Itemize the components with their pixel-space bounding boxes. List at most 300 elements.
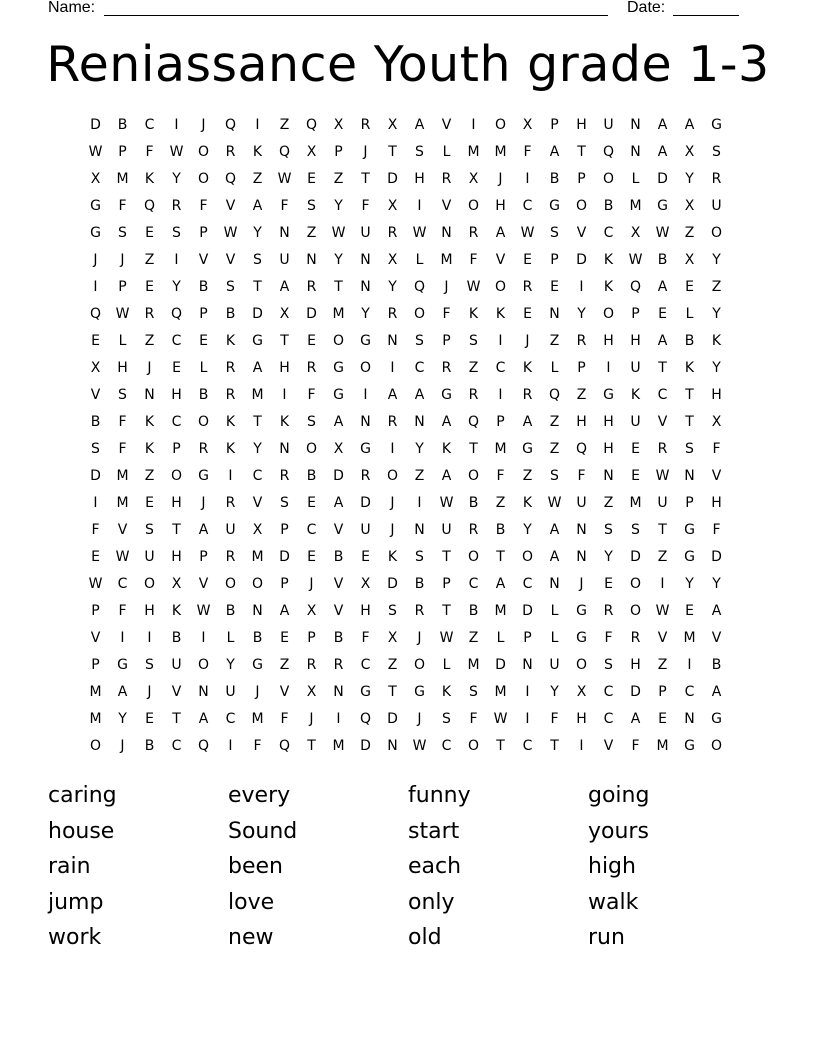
grid-letter: W [520,225,535,241]
grid-letter: A [657,279,668,295]
grid-letter: V [171,684,182,700]
grid-row [82,517,730,544]
grid-letter: T [550,738,559,754]
grid-letter: Y [604,549,613,565]
grid-letter: G [360,441,371,457]
grid-letter: C [603,711,614,727]
grid-letter: Y [253,225,262,241]
grid-letter: R [387,306,398,322]
grid-letter: J [525,333,530,349]
word-item: work [48,925,102,950]
word-row [48,816,768,852]
grid-letter: J [255,684,260,700]
grid-letter: K [522,495,533,511]
grid-letter: T [496,738,505,754]
grid-letter: D [387,711,398,727]
grid-letter: Q [413,279,426,295]
grid-letter: E [685,279,694,295]
grid-letter: I [579,738,584,754]
grid-letter: Z [576,387,587,403]
grid-letter: S [307,198,316,214]
grid-letter: J [417,630,422,646]
grid-letter: T [469,441,478,457]
grid-letter: C [414,360,425,376]
grid-letter: F [442,306,451,322]
grid-letter: E [658,306,667,322]
word-item: been [228,854,283,879]
grid-letter: A [549,549,560,565]
grid-letter: M [332,738,345,754]
grid-letter: Q [278,144,291,160]
grid-letter: O [332,333,345,349]
grid-letter: M [116,468,129,484]
grid-letter: Y [712,306,721,322]
grid-letter: T [442,603,451,619]
grid-letter: N [306,252,317,268]
grid-letter: X [333,441,344,457]
grid-letter: W [439,630,454,646]
grid-letter: H [279,360,290,376]
grid-letter: R [225,360,236,376]
date-line[interactable] [673,15,739,16]
grid-letter: F [253,738,262,754]
grid-letter: N [441,225,452,241]
grid-letter: O [251,576,264,592]
grid-letter: T [253,414,262,430]
grid-letter: I [660,576,665,592]
grid-letter: K [468,306,479,322]
date-label: Date: [627,0,666,16]
grid-letter: N [684,711,695,727]
grid-letter: J [390,495,395,511]
grid-letter: D [522,603,533,619]
grid-row [82,301,730,328]
grid-letter: G [576,630,587,646]
grid-letter: F [199,198,208,214]
grid-letter: N [630,144,641,160]
grid-letter: C [171,414,182,430]
grid-letter: I [390,441,395,457]
grid-letter: J [579,576,584,592]
grid-letter: B [657,252,668,268]
grid-letter: P [577,360,586,376]
grid-letter: W [331,225,346,241]
grid-letter: E [307,549,316,565]
grid-letter: E [91,549,100,565]
grid-letter: H [171,549,182,565]
grid-letter: M [494,684,507,700]
grid-letter: W [277,171,292,187]
grid-letter: X [387,630,398,646]
grid-letter: O [224,576,237,592]
grid-letter: I [174,117,179,133]
grid-letter: X [468,171,479,187]
grid-letter: E [172,360,181,376]
grid-letter: H [603,414,614,430]
grid-letter: Y [685,171,694,187]
grid-letter: Y [685,576,694,592]
grid-letter: A [630,711,641,727]
grid-row [82,274,730,301]
grid-letter: X [306,603,317,619]
grid-letter: A [387,387,398,403]
grid-letter: B [495,522,506,538]
grid-letter: H [711,495,722,511]
grid-letter: Q [143,198,156,214]
grid-letter: I [579,279,584,295]
grid-letter: X [576,684,587,700]
grid-letter: G [117,657,128,673]
grid-letter: D [306,306,317,322]
grid-letter: Y [577,306,586,322]
grid-letter: Z [684,225,695,241]
grid-letter: I [228,738,233,754]
grid-row [82,247,730,274]
grid-letter: A [441,468,452,484]
grid-letter: Y [334,252,343,268]
grid-letter: F [496,468,505,484]
grid-letter: R [711,171,722,187]
grid-letter: T [253,279,262,295]
grid-letter: A [657,333,668,349]
grid-letter: N [252,603,263,619]
grid-letter: I [390,360,395,376]
word-item: each [408,854,462,879]
grid-letter: U [360,522,371,538]
grid-letter: H [144,603,155,619]
grid-letter: V [225,252,236,268]
grid-letter: E [145,279,154,295]
grid-letter: V [279,684,290,700]
grid-letter: T [172,522,181,538]
grid-letter: Z [252,171,263,187]
grid-letter: O [143,576,156,592]
grid-letter: S [118,387,127,403]
grid-letter: P [118,144,127,160]
grid-letter: Y [334,198,343,214]
grid-letter: S [172,225,181,241]
grid-letter: C [603,684,614,700]
grid-letter: O [413,657,426,673]
grid-letter: Z [657,549,668,565]
grid-letter: E [145,495,154,511]
grid-letter: A [333,414,344,430]
grid-letter: B [171,630,182,646]
grid-letter: D [279,549,290,565]
grid-letter: O [386,468,399,484]
grid-letter: D [657,171,668,187]
grid-letter: X [90,360,101,376]
grid-row [82,112,730,139]
grid-letter: C [522,576,533,592]
grid-letter: Z [549,333,560,349]
grid-letter: H [414,171,425,187]
grid-letter: R [576,333,587,349]
grid-letter: N [414,522,425,538]
grid-letter: I [525,171,530,187]
grid-letter: R [603,603,614,619]
grid-letter: P [658,684,667,700]
grid-letter: Z [711,279,722,295]
grid-letter: B [711,657,722,673]
grid-letter: O [629,576,642,592]
grid-letter: C [522,738,533,754]
grid-letter: O [602,171,615,187]
grid-letter: G [522,441,533,457]
grid-letter: S [712,144,721,160]
grid-letter: D [495,657,506,673]
grid-letter: D [576,252,587,268]
grid-letter: V [117,522,128,538]
grid-letter: B [549,171,560,187]
grid-letter: Y [550,684,559,700]
grid-letter: S [253,252,262,268]
grid-letter: N [549,576,560,592]
grid-letter: T [577,144,586,160]
grid-letter: Z [414,468,425,484]
grid-letter: V [441,117,452,133]
grid-letter: R [657,441,668,457]
grid-letter: A [252,360,263,376]
grid-letter: O [197,171,210,187]
grid-row [82,328,730,355]
grid-letter: B [90,414,101,430]
word-item: jump [48,889,104,915]
grid-letter: M [116,495,129,511]
grid-letter: Z [603,495,614,511]
grid-letter: A [117,684,128,700]
grid-letter: D [630,549,641,565]
grid-letter: H [576,414,587,430]
grid-letter: V [333,522,344,538]
grid-letter: Y [712,252,721,268]
grid-letter: J [309,576,314,592]
grid-letter: W [655,603,670,619]
grid-letter: W [466,279,481,295]
grid-letter: L [496,630,505,646]
grid-letter: H [630,657,641,673]
grid-letter: W [439,495,454,511]
grid-letter: H [603,441,614,457]
grid-letter: U [657,495,668,511]
word-row [48,851,768,887]
grid-letter: S [550,225,559,241]
grid-letter: J [93,252,98,268]
grid-letter: Z [144,333,155,349]
grid-letter: D [360,495,371,511]
grid-letter: V [603,738,614,754]
grid-letter: O [467,549,480,565]
grid-letter: G [333,360,344,376]
grid-letter: R [171,198,182,214]
grid-letter: G [441,387,452,403]
grid-letter: N [414,414,425,430]
grid-letter: G [684,549,695,565]
grid-letter: B [198,387,209,403]
grid-letter: A [252,198,263,214]
grid-letter: Q [197,738,210,754]
grid-letter: B [603,198,614,214]
grid-letter: W [88,144,103,160]
grid-letter: A [549,522,560,538]
grid-letter: I [282,387,287,403]
grid-letter: E [307,333,316,349]
grid-letter: I [147,630,152,646]
grid-letter: T [442,549,451,565]
grid-letter: I [93,279,98,295]
grid-letter: Z [279,117,290,133]
grid-letter: X [387,198,398,214]
grid-letter: A [279,279,290,295]
grid-letter: N [360,414,371,430]
grid-row [82,706,730,733]
grid-letter: O [305,441,318,457]
grid-letter: Q [629,279,642,295]
grid-letter: G [657,198,668,214]
grid-letter: P [577,171,586,187]
grid-letter: V [657,414,668,430]
grid-letter: B [684,333,695,349]
grid-letter: X [306,144,317,160]
grid-letter: E [604,576,613,592]
grid-letter: Y [118,711,127,727]
grid-letter: S [604,522,613,538]
grid-letter: F [712,441,721,457]
grid-letter: A [279,603,290,619]
grid-letter: E [145,225,154,241]
word-item: love [228,889,275,915]
grid-letter: M [656,738,669,754]
grid-letter: C [495,360,506,376]
grid-letter: O [170,468,183,484]
grid-letter: G [684,738,695,754]
grid-letter: J [417,711,422,727]
grid-letter: S [118,225,127,241]
grid-letter: K [144,171,155,187]
grid-letter: P [631,306,640,322]
grid-letter: T [334,279,343,295]
grid-letter: X [387,117,398,133]
grid-letter: Z [495,495,506,511]
grid-letter: Q [467,414,480,430]
grid-letter: G [252,333,263,349]
grid-letter: E [307,495,316,511]
grid-letter: X [171,576,182,592]
grid-letter: W [412,738,427,754]
grid-letter: W [88,576,103,592]
grid-letter: I [228,468,233,484]
grid-letter: W [169,144,184,160]
grid-letter: R [279,468,290,484]
grid-letter: A [198,711,209,727]
word-item: caring [48,783,117,808]
grid-letter: P [172,441,181,457]
word-item: rain [48,854,91,879]
grid-letter: K [522,360,533,376]
grid-letter: F [712,522,721,538]
grid-letter: I [417,495,422,511]
grid-letter: N [576,522,587,538]
grid-letter: P [280,522,289,538]
grid-letter: I [606,360,611,376]
word-item: only [408,889,455,915]
grid-letter: R [360,468,371,484]
grid-letter: L [442,144,451,160]
grid-letter: R [468,387,479,403]
grid-letter: B [306,468,317,484]
grid-letter: C [306,522,317,538]
grid-letter: O [521,549,534,565]
grid-letter: H [711,387,722,403]
grid-letter: A [711,684,722,700]
grid-letter: U [630,414,641,430]
grid-letter: W [547,495,562,511]
grid-letter: Y [388,279,397,295]
grid-letter: A [657,117,668,133]
word-item: Sound [228,818,298,844]
grid-letter: U [225,684,236,700]
name-line[interactable] [104,15,608,16]
grid-letter: O [602,306,615,322]
grid-letter: D [90,117,101,133]
grid-letter: B [252,630,263,646]
grid-letter: S [91,441,100,457]
grid-letter: F [631,738,640,754]
grid-letter: P [496,414,505,430]
grid-letter: G [333,387,344,403]
grid-letter: Y [172,171,181,187]
grid-letter: X [684,252,695,268]
grid-row [82,571,730,598]
grid-letter: G [360,333,371,349]
grid-letter: R [144,306,155,322]
grid-letter: U [630,360,641,376]
grid-letter: E [91,333,100,349]
grid-letter: X [522,117,533,133]
grid-letter: F [118,198,127,214]
grid-letter: C [144,117,155,133]
grid-letter: F [118,441,127,457]
grid-row [82,409,730,436]
grid-letter: T [307,738,316,754]
grid-letter: N [360,279,371,295]
grid-letter: M [332,306,345,322]
grid-letter: R [306,657,317,673]
grid-letter: C [522,198,533,214]
grid-letter: V [711,468,722,484]
grid-letter: M [116,171,129,187]
grid-letter: W [115,549,130,565]
grid-letter: L [550,360,559,376]
grid-letter: N [144,387,155,403]
grid-letter: H [171,495,182,511]
header-row [0,0,816,20]
grid-letter: U [576,495,587,511]
grid-letter: M [683,630,696,646]
grid-letter: X [387,252,398,268]
grid-letter: I [417,198,422,214]
word-item: old [408,925,442,950]
grid-letter: T [685,387,694,403]
grid-letter: K [441,441,452,457]
grid-letter: A [495,576,506,592]
grid-letter: V [333,576,344,592]
grid-letter: Z [468,360,479,376]
grid-letter: U [144,549,155,565]
grid-letter: N [630,117,641,133]
grid-letter: C [603,225,614,241]
grid-letter: K [225,441,236,457]
